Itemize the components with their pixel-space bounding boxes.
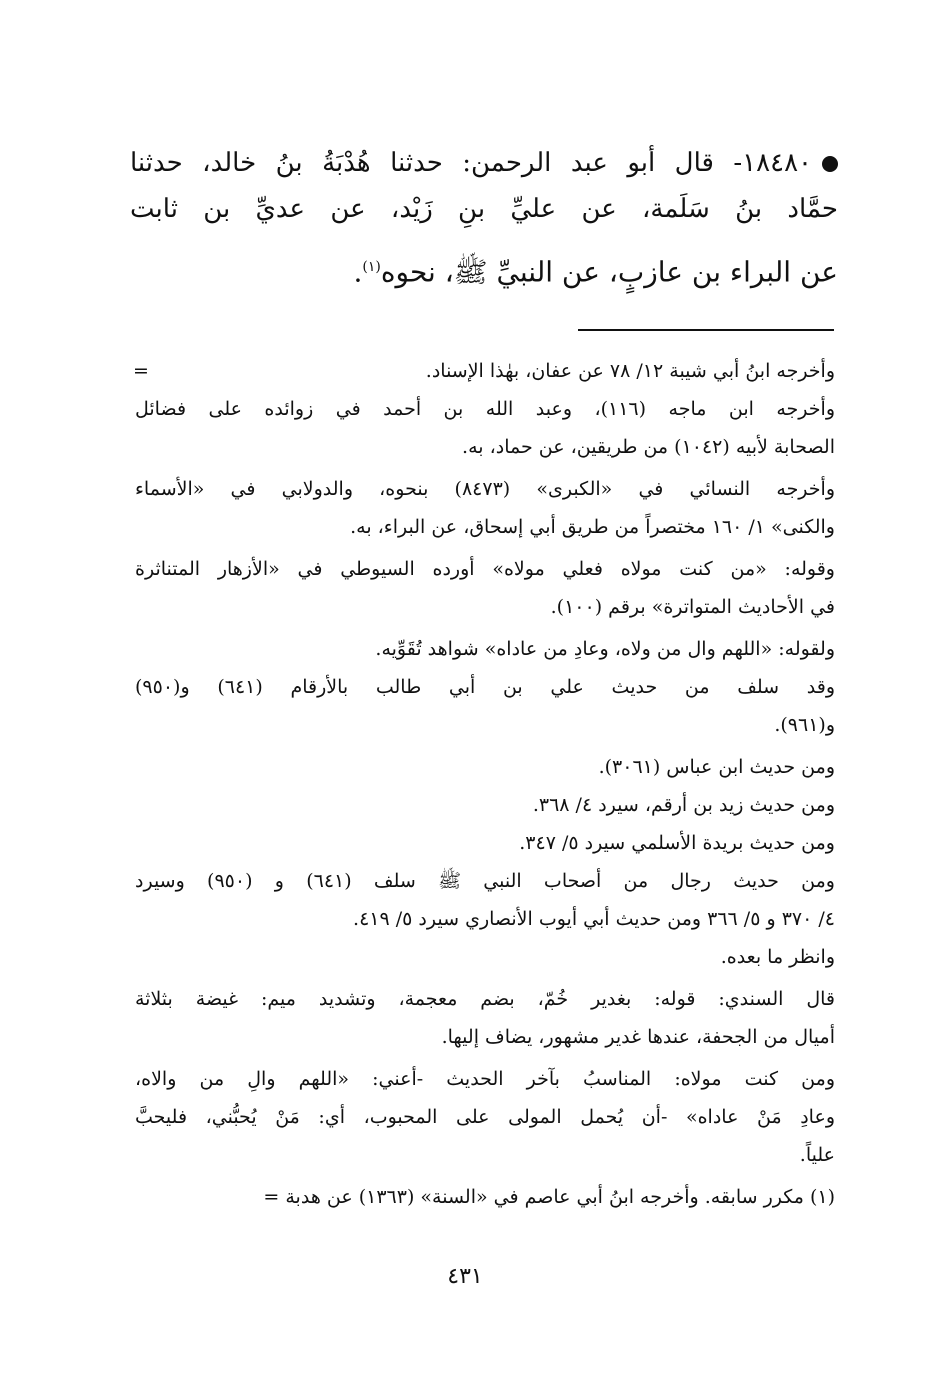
footnote-line: وانظر ما بعده.	[720, 946, 835, 968]
footnote-separator	[578, 329, 834, 331]
footnote-line: ومن حديث ابن عباس (٣٠٦١).	[598, 756, 835, 778]
footnote-line: وقوله: «من كنت مولاه فعلي مولاه» أورده السيوطي في «الأزهار المتناثرة	[135, 558, 835, 580]
footnote-line: ولقوله: «اللهم وال من ولاه، وعادِ من عاداه» شواهد تُقَوِّيه.	[375, 638, 835, 660]
footnote-line: والكنى» ١/ ١٦٠ مختصراً من طريق أبي إسحاق، عن البراء، به.	[350, 516, 835, 538]
hadith-line-2: حمَّاد بنُ سَلَمة، عن عليِّ بنِ زَيْد، عن عديِّ بن ثابت	[130, 194, 838, 224]
footnotes	[135, 352, 835, 1216]
page-number: ٤٣١	[447, 1264, 483, 1289]
footnote-line: ومن حديث بريدة الأسلمي سيرد ٥/ ٣٤٧.	[519, 832, 835, 854]
footnote-line: وقد سلف من حديث علي بن أبي طالب بالأرقام (٦٤١) و(٩٥٠)	[135, 676, 835, 698]
hadith-line-3-text: عن البراء بن عازبٍ، عن النبيِّ ﷺ، نحوه	[380, 255, 838, 289]
hadith-text	[130, 140, 838, 290]
footnote-line: أميال من الجحفة، عندها غدير مشهور، يضاف إليها.	[441, 1026, 835, 1048]
footnote-line: وأخرجه النسائي في «الكبرى» (٨٤٧٣) بنحوه، والدولابي في «الأسماء	[135, 478, 835, 500]
footnote-line: قال السندي: قوله: بغدير خُمّ، بضم معجمة، وتشديد ميم: غيضة بثلاثة	[135, 988, 835, 1010]
footnote-line	[135, 352, 835, 390]
continuation-marker: =	[133, 360, 149, 382]
hadith-line-1-text: ١٨٤٨٠- قال أبو عبد الرحمن: حدثنا هُدْبَةُ بنُ خالد، حدثنا	[130, 148, 812, 178]
footnote-line: الصحابة لأبيه (١٠٤٢) من طريقين، عن حماد، به.	[462, 436, 835, 458]
footnote-line: و(٩٦١).	[774, 714, 835, 736]
footnote-line-text: وأخرجه ابنُ أبي شيبة ١٢/ ٧٨ عن عفان، بهٰذا الإسناد.	[425, 360, 835, 382]
footnote-reference: (١)	[362, 259, 381, 275]
bullet-icon	[822, 156, 838, 172]
footnote-line: ومن حديث رجال من أصحاب النبي ﷺ سلف (٦٤١) و (٩٥٠) وسيرد	[135, 870, 835, 892]
hadith-line-3	[130, 244, 838, 290]
hadith-line-3-end: .	[353, 255, 363, 289]
footnote-line: علياً.	[799, 1144, 835, 1166]
footnote-line: (١) مكرر سابقه. وأخرجه ابنُ أبي عاصم في «السنة» (١٣٦٣) عن هدبة =	[263, 1186, 835, 1208]
footnote-line: ٤/ ٣٧٠ و ٥/ ٣٦٦ ومن حديث أبي أيوب الأنصاري سيرد ٥/ ٤١٩.	[353, 908, 835, 930]
footnote-line: ومن كنت مولاه: المناسبُ بآخر الحديث -أعني: «اللهم والِ من والاه،	[135, 1068, 835, 1090]
footnote-line: ومن حديث زيد بن أرقم، سيرد ٤/ ٣٦٨.	[532, 794, 835, 816]
footnote-line: وأخرجه ابن ماجه (١١٦)، وعبد الله بن أحمد في زوائده على فضائل	[135, 398, 835, 420]
hadith-line-1	[130, 140, 838, 186]
footnote-line: وعادِ مَنْ عاداه» -أن يُحمل المولى على المحبوب، أي: مَنْ يُحبُّني، فليحبَّ	[135, 1106, 835, 1128]
footnote-line: في الأحاديث المتواترة» برقم (١٠٠).	[550, 596, 835, 618]
